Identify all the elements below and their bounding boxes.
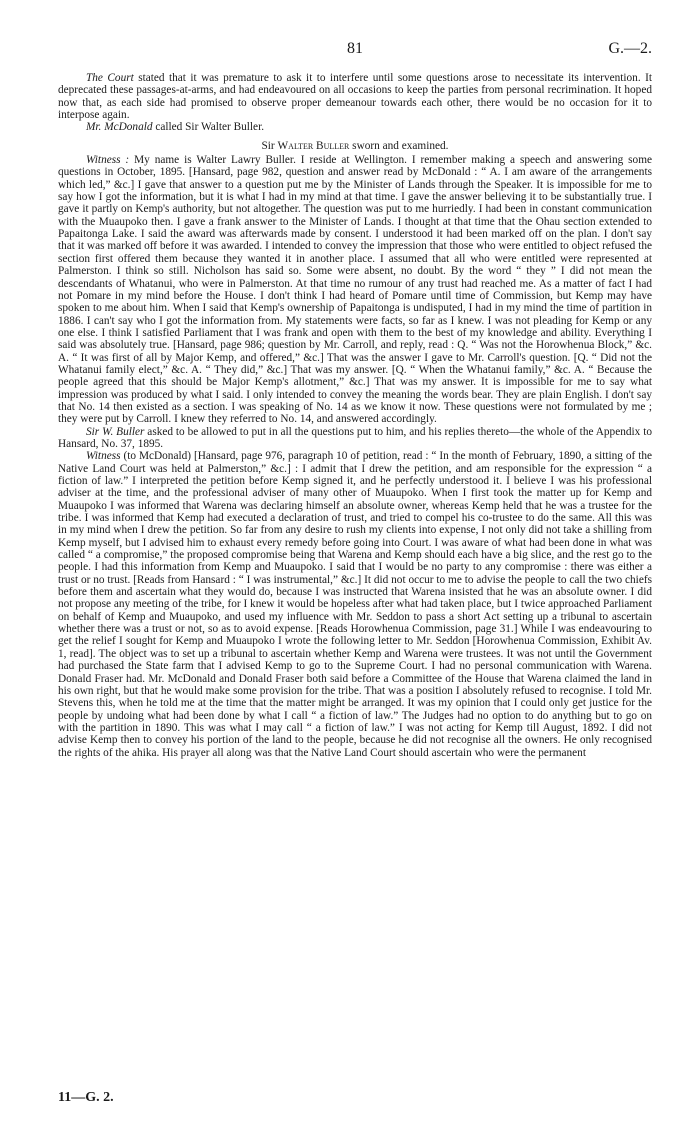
paragraph-text: called Sir Walter Buller.	[152, 121, 265, 134]
paragraph-text: My name is Walter Lawry Buller. I reside at Wellington. I remember making a speech and answering some questions in October, 1895. [Hansard, page 982, question and answer read by McDonald : “ A. I am aware of the arrangements which led,” &c.] I gave that answer to a question put me by the Minister of Lands through the Speaker. It is impossible for me to say how I got the information, but it is what I had in my mind at that time. I gave the answer believing it to be substantially true. I gave it partly on Kemp's authority, but not altogether. The question was put to me hurriedly. I had been in constant communication with the Muaupoko then. I gave a frank answer to the Minister of Lands. I thought at that time that the Ohau section extended to Papaitonga Lake. I said the award was afterwards made by consent. I understood it had been marked off on the plan. I don't say that it was marked off before it was awarded. I intended to convey the impression that those who were entitled to object refused the section first offered them because they wanted it in another place. I assumed that all who were entitled were represented at Palmerston. I think so still. Nicholson has said so. Some were absent, no doubt. By the word “ they ” I did not mean the descendants of Whatanui, who were in Palmerston. At that time no rumour of any trust had reached me. As a matter of fact I had not Pomare in my mind before the House. I don't think I had heard of Pomare until time of Commission, but Kemp may have spoken to me about him. When I said that Kemp's ownership of Papaitonga is undisputed, I had in my mind the time of partition in 1886. I can't say who I got the information from. My statements were facts, so far as I knew. I was not pleading for Kemp or any one else. I think I satisfied Parliament that I was frank and open with them to the best of my knowledge and ability. Everything I said was absolutely true. [Hansard, page 986; question by Mr. Carroll, and reply, read : Q. “ Was not the Horowhenua Block,” &c. A. “ It was first of all by Major Kemp, and offered,” &c.] That was the answer I gave to Mr. Carroll's question. [Q. “ Did not the Whatanui family elect,” &c. A. “ They did,” &c.] That was my answer. [Q. “ When the Whatanui family,” &c. A. “ Because the people agreed that this should be Major Kemp's allotment,” &c.] That was my answer. It is impossible for me to say what impression was produced by what I said. I only intended to convey the meaning the words bear. They are plain English. I don't say that No. 14 then existed as a section. I was speaking of No. 14 as we know it now. These questions were not formulated by me ; they were put by Carroll. I knew they referred to No. 14, and answered accordingly.	[58, 154, 652, 426]
speaker-label: Mr. McDonald	[86, 121, 153, 134]
paragraph-court-statement	[58, 72, 652, 121]
heading-prefix: Sir	[261, 139, 278, 152]
speaker-label: The Court	[86, 72, 134, 84]
paragraph-text: (to McDonald) [Hansard, page 976, paragraph 10 of petition, read : “ In the month of February, 1890, a sitting of the Native Land Court was held at Palmerston,” &c.] : I admit that I drew the petition, and am responsible for the expression “ a fiction of law.” I interpreted the petition before Kemp signed it, and he perfectly understood it. I believe I was his professional adviser at the time, and the professional adviser of many other of Muaupoko. When I first took the matter up for Kemp and Muaupoko I was informed that Warena was declaring himself an absolute owner, whereas Kemp held that he was a trustee for the tribe. I was informed that Kemp had executed a declaration of trust, and tried to compel his co-trustee to do the same. All this was in my mind when I drew the petition. So far from any desire to rush my clients into expense, I not only did not take a shilling from Kemp myself, but I advised him to exhaust every remedy before going into Court. I was aware of what had been done in what was called “ a compromise,” the proposed compromise being that Warena and Kemp should each have a big slice, and the rest go to the people. I had this information from Kemp and Muaupoko. I said that I would be no party to any compromise : there was either a trust or no trust. [Reads from Hansard : “ I was instrumental,” &c.] It did not occur to me to advise the people to call the two chiefs before them and ascertain what they would do, because I was instructed that Warena insisted that he was an absolute owner. I did not propose any meeting of the tribe, for I knew it would be hopeless after what had taken place, but I twice approached Parliament on behalf of Kemp and Muaupoko, and used my influence with Mr. Seddon to pass a short Act setting up a tribunal to ascertain whether there was a trust or not, so as to avoid expense. [Reads Horowhenua Commission, page 31.] While I was endeavouring to get the relief I sought for Kemp and Muaupoko I wrote the following letter to Mr. Seddon [Horowhenua Commission, Exhibit Av. 1, read]. The object was to set up a tribunal to ascertain whether Kemp and Warena were trustees. It was not until the Government had purchased the State farm that I advised Kemp to go to the Supreme Court. I had no personal communication with Warena. Donald Fraser had. Mr. McDonald and Donald Fraser both said before a Committee of the House that Warena claimed the land in his own right, but that he would make some provision for the tribe. That was a position I absolutely refused to recognise. I told Mr. Stevens this, when he told me at the time that the matter might be arranged. It was my opinion that I could only get justice for the people by undoing what had been done by what I call “ a fiction of law.” The Judges had no option to do anything but to go on with the partition in 1890. This was what I may call “ a fiction of law.” I was not acting for Kemp till August, 1892. I did not advise Kemp then to convey his portion of the land to the people, because he did not recognise all the owners. He only recognised the rights of the ahika. His prayer all along was that the Native Land Court should ascertain who were the permanent	[58, 450, 652, 759]
paragraph-text: stated that it was premature to ask it to interfere until some questions arose to necessitate its intervention. It deprecated these passages-at-arms, and had endeavoured on all occasions to keep the parties from personal recrimination. It hoped now that, as each side had promised to observe proper demeanour towards each other, there would be no occasion for it to interpose again.	[58, 72, 652, 122]
paragraph-witness-testimony	[58, 154, 652, 426]
speaker-label: Witness	[86, 450, 121, 463]
heading-suffix: sworn and examined.	[349, 139, 449, 152]
page-body	[58, 72, 652, 759]
page-number: 81	[347, 40, 363, 57]
paragraph-witness-to-mcdonald	[58, 450, 652, 759]
witness-name: Walter Buller	[277, 139, 350, 152]
paragraph-mcdonald-call	[58, 121, 652, 133]
speaker-label: Sir W. Buller	[86, 425, 145, 438]
page-header	[58, 40, 652, 60]
signature-mark: 11—G. 2.	[58, 1090, 114, 1105]
paragraph-buller-request	[58, 426, 652, 451]
document-number: G.—2.	[608, 40, 652, 57]
paragraph-text: asked to be allowed to put in all the questions put to him, and his replies thereto—the whole of the Appendix to Hansard, No. 37, 1895.	[58, 425, 652, 450]
speaker-label: Witness :	[86, 154, 130, 167]
witness-heading	[58, 140, 652, 152]
